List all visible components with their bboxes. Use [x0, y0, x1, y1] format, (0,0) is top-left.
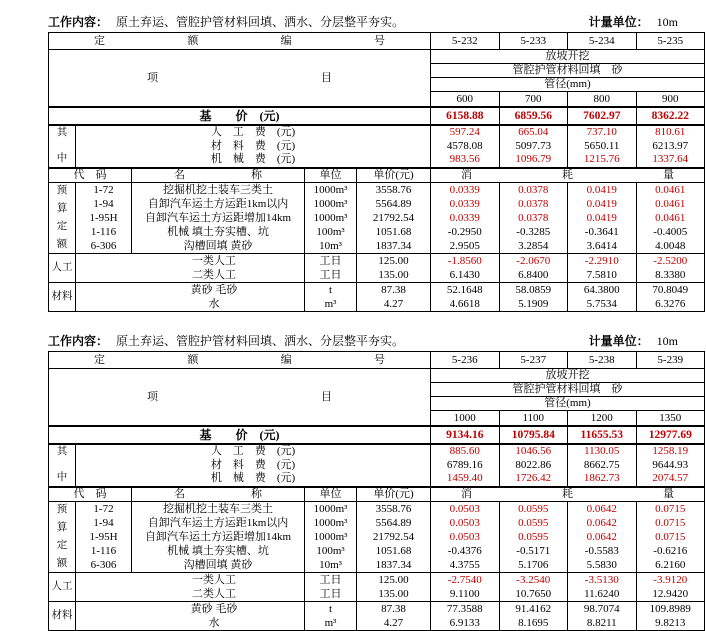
diameter-label-cell: 管径(mm): [431, 78, 705, 92]
detail-price: 21792.54: [372, 211, 415, 224]
detail-names: [132, 182, 305, 253]
detail-value-cell: [431, 572, 500, 601]
quota-code-cell: 5-237: [499, 352, 568, 369]
quota-sheet-2: [48, 331, 704, 631]
detail-value: 77.3588: [446, 602, 483, 615]
detail-units: [305, 182, 357, 253]
detail-unit: 1000m³: [313, 211, 348, 224]
detail-units: [305, 253, 357, 282]
spread-label: 消 耗 量: [461, 487, 674, 500]
detail-value: 6.8400: [518, 268, 549, 281]
detail-value: 0.0503: [449, 502, 480, 515]
detail-name: 黄砂 毛砂: [190, 283, 238, 296]
detail-unit: m³: [324, 297, 337, 310]
detail-prices: [357, 182, 431, 253]
work-content-label: 工作内容：: [48, 334, 109, 348]
detail-value: 0.0595: [518, 530, 549, 543]
detail-price: 4.27: [383, 616, 404, 629]
cost-value: 1337.64: [652, 153, 689, 165]
detail-codes: [76, 182, 132, 253]
detail-price: 4.27: [383, 297, 404, 310]
cost-value: 5097.73: [515, 139, 552, 152]
detail-value-cell: [499, 501, 568, 572]
detail-value: 9.1100: [449, 587, 480, 600]
detail-value: 58.0859: [515, 283, 552, 296]
detail-value: 4.6618: [449, 297, 480, 310]
backfill-cell: 管腔护管材料回填 砂: [431, 64, 705, 78]
diameter-cell: 800: [568, 92, 637, 108]
cost-value-cell: [431, 125, 500, 168]
cost-value: 9644.93: [652, 458, 689, 471]
detail-names: [132, 501, 305, 572]
detail-value: -2.5200: [653, 254, 688, 267]
detail-names: [76, 572, 305, 601]
detail-value: 6.3276: [655, 297, 686, 310]
detail-value: -0.3641: [584, 225, 619, 238]
base-price-value: 12977.69: [636, 426, 705, 444]
detail-prices: [357, 253, 431, 282]
detail-name: 黄砂 毛砂: [190, 602, 238, 615]
measure-unit-value: 10m: [656, 334, 678, 348]
cost-value: 4578.08: [446, 139, 483, 152]
cost-value: 8662.75: [583, 458, 620, 471]
detail-value: -0.6216: [653, 544, 688, 557]
spread-label: 项 目: [147, 390, 332, 403]
detail-value: 52.1648: [446, 283, 483, 296]
spread-label: 名 称: [174, 168, 262, 181]
work-content-line: [48, 332, 404, 349]
cost-labels: [76, 125, 431, 168]
detail-unit: 1000m³: [313, 183, 348, 196]
spread-label: 定 额 编 号: [94, 35, 385, 47]
detail-value: -0.5583: [584, 544, 619, 557]
detail-code: 6-306: [90, 239, 117, 252]
detail-prices: [357, 282, 431, 311]
diameter-cell: 900: [636, 92, 705, 108]
base-price-value: 8362.22: [636, 107, 705, 125]
unit-col-header: 单位: [305, 168, 357, 183]
detail-value: 9.8213: [655, 616, 686, 629]
price-col-header: 单价(元): [357, 168, 431, 183]
cost-value: 1215.76: [583, 153, 620, 165]
cost-value: 983.56: [449, 153, 480, 165]
detail-name: 水: [208, 297, 220, 310]
detail-value: 0.0715: [655, 530, 686, 543]
cost-value: 665.04: [518, 126, 549, 138]
detail-value: -0.4376: [447, 544, 482, 557]
detail-price: 125.00: [378, 254, 409, 267]
detail-name: 自卸汽车运土方运距1km以内: [147, 197, 289, 210]
cost-value: 597.24: [449, 126, 480, 138]
cost-label: 材 料 费 (元): [210, 458, 296, 471]
quota-code-cell: 5-236: [431, 352, 500, 369]
quota-table: [48, 351, 705, 631]
code-col-header: 代 码: [49, 168, 132, 183]
cost-value: 1046.56: [515, 445, 552, 457]
excavation-cell: 放坡开挖: [431, 50, 705, 64]
quota-table-mount-2: [48, 351, 704, 631]
detail-value: 8.3380: [655, 268, 686, 281]
detail-value: -2.0670: [516, 254, 551, 267]
detail-value: 98.7074: [583, 602, 620, 615]
detail-units: [305, 282, 357, 311]
detail-name: 一类人工: [192, 254, 236, 267]
detail-value: 4.3755: [449, 558, 480, 571]
diameter-cell: 1350: [636, 411, 705, 427]
detail-name: 沟槽回填 黄砂: [183, 239, 253, 252]
detail-value-cell: [499, 572, 568, 601]
quota-table-mount-1: [48, 32, 704, 312]
price-col-header: 单价(元): [357, 487, 431, 502]
detail-unit: 工日: [319, 268, 342, 281]
detail-code: 1-116: [90, 225, 117, 238]
spread-label: 名 称: [174, 487, 262, 500]
detail-name: 二类人工: [192, 268, 236, 281]
detail-unit: t: [328, 283, 333, 296]
detail-value: 0.0419: [586, 211, 617, 224]
detail-names: [76, 253, 305, 282]
cost-value: 2074.57: [652, 472, 689, 484]
project-header: [49, 369, 431, 427]
detail-name: 二类人工: [192, 587, 236, 600]
detail-name: 水: [208, 616, 220, 629]
detail-prices: [357, 572, 431, 601]
among-label: 其 中: [49, 125, 76, 168]
cost-value-cell: [636, 125, 705, 168]
detail-name: 机械 填土夯实槽、坑: [167, 225, 269, 238]
detail-value: -3.2540: [516, 573, 551, 586]
cost-value: 8022.86: [515, 458, 552, 471]
detail-value: 109.8989: [649, 602, 691, 615]
cost-value: 1726.42: [515, 472, 552, 484]
base-price-value: 6859.56: [499, 107, 568, 125]
detail-value: 5.1909: [518, 297, 549, 310]
detail-value: 8.1695: [518, 616, 549, 629]
measure-unit-label: 计量单位：: [588, 15, 649, 29]
detail-name: 沟槽回填 黄砂: [183, 558, 253, 571]
detail-value-cell: [636, 182, 705, 253]
diameter-cell: 1000: [431, 411, 500, 427]
detail-value: -3.5130: [584, 573, 619, 586]
detail-unit: 1000m³: [313, 197, 348, 210]
work-content-label: 工作内容：: [48, 15, 109, 29]
work-content-text: 原土弃运、管腔护管材料回填、洒水、分层整平夯实。: [116, 15, 405, 29]
group-label: 材料: [49, 601, 76, 630]
spread-label: 项 目: [147, 71, 332, 84]
detail-name: 挖掘机挖土装车三类土: [163, 502, 273, 515]
group-label: 预 算 定 额: [49, 501, 76, 572]
detail-unit: 1000m³: [313, 530, 348, 543]
detail-value: 0.0503: [449, 530, 480, 543]
detail-value: 6.9133: [449, 616, 480, 629]
detail-value: -0.5171: [516, 544, 551, 557]
project-header: [49, 50, 431, 108]
detail-price: 1051.68: [375, 225, 412, 238]
quota-sheet-1: [48, 12, 704, 312]
detail-code: 1-116: [90, 544, 117, 557]
detail-value-cell: [568, 572, 637, 601]
detail-value: 7.5810: [586, 268, 617, 281]
detail-value-cell: [568, 282, 637, 311]
detail-value: 0.0461: [655, 197, 686, 210]
detail-value: 0.0378: [518, 183, 549, 196]
detail-price: 87.38: [381, 283, 406, 296]
detail-price: 135.00: [378, 587, 409, 600]
diameter-label-cell: 管径(mm): [431, 397, 705, 411]
detail-price: 87.38: [381, 602, 406, 615]
detail-value: 2.9505: [449, 239, 480, 252]
cost-label: 机 械 费 (元): [210, 472, 296, 484]
cost-value: 5650.11: [584, 139, 620, 152]
detail-value: 0.0461: [655, 211, 686, 224]
detail-value: -3.9120: [653, 573, 688, 586]
detail-units: [305, 572, 357, 601]
detail-value: -0.4005: [653, 225, 688, 238]
cost-value-cell: [499, 125, 568, 168]
cost-value: 6213.97: [652, 139, 689, 152]
detail-value: 91.4162: [515, 602, 552, 615]
name-col-header: [132, 487, 305, 502]
detail-name: 自卸汽车运土方运距1km以内: [147, 516, 289, 529]
diameter-cell: 1200: [568, 411, 637, 427]
work-content-line: [48, 13, 404, 30]
detail-name: 机械 填土夯实槽、坑: [167, 544, 269, 557]
cost-value-cell: [568, 125, 637, 168]
cost-value-cell: [568, 444, 637, 487]
detail-price: 5564.89: [375, 516, 412, 529]
measure-unit-line: [589, 13, 704, 30]
detail-value: 3.2854: [518, 239, 549, 252]
detail-prices: [357, 501, 431, 572]
detail-value: 64.3800: [583, 283, 620, 296]
cost-value: 1258.19: [652, 445, 689, 457]
detail-value: -1.8560: [447, 254, 482, 267]
detail-value: 0.0595: [518, 502, 549, 515]
diameter-cell: 600: [431, 92, 500, 108]
cost-labels: [76, 444, 431, 487]
detail-unit: t: [328, 602, 333, 615]
detail-unit: 10m³: [319, 558, 342, 571]
quota-code-cell: 5-232: [431, 33, 500, 50]
detail-unit: 工日: [319, 573, 342, 586]
detail-code: 1-72: [93, 183, 114, 196]
detail-value: 0.0378: [518, 197, 549, 210]
quota-code-cell: 5-234: [568, 33, 637, 50]
detail-units: [305, 501, 357, 572]
detail-value: 0.0642: [586, 502, 617, 515]
cost-value: 737.10: [586, 126, 617, 138]
detail-price: 3558.76: [375, 183, 412, 196]
detail-value-cell: [431, 282, 500, 311]
detail-code: 1-95H: [89, 530, 118, 543]
detail-value-cell: [568, 253, 637, 282]
cost-label: 人 工 费 (元): [210, 445, 296, 457]
detail-unit: m³: [324, 616, 337, 629]
detail-code: 1-94: [93, 516, 114, 529]
detail-value-cell: [636, 282, 705, 311]
backfill-cell: 管腔护管材料回填 砂: [431, 383, 705, 397]
quota-table: [48, 32, 705, 312]
cost-value: 885.60: [449, 445, 480, 457]
detail-value: 12.9420: [652, 587, 689, 600]
detail-price: 3558.76: [375, 502, 412, 515]
base-price-label: 基 价 (元): [49, 426, 431, 444]
detail-value: 10.7650: [515, 587, 552, 600]
detail-value: 0.0595: [518, 516, 549, 529]
quota-number-header: [49, 352, 431, 369]
cost-value-cell: [431, 444, 500, 487]
cost-label: 材 料 费 (元): [210, 139, 296, 152]
group-label: 材料: [49, 282, 76, 311]
detail-value: 3.6414: [586, 239, 617, 252]
unit-col-header: 单位: [305, 487, 357, 502]
cost-value: 1096.79: [515, 153, 552, 165]
detail-value: 0.0461: [655, 183, 686, 196]
detail-code: 6-306: [90, 558, 117, 571]
detail-code: 1-95H: [89, 211, 118, 224]
detail-value: 6.2160: [655, 558, 686, 571]
detail-price: 1837.34: [375, 558, 412, 571]
consumption-header: [431, 168, 705, 183]
group-label: 人工: [49, 253, 76, 282]
detail-value: 0.0378: [518, 211, 549, 224]
detail-value: 0.0339: [449, 211, 480, 224]
cost-value: 1459.40: [446, 472, 483, 484]
code-col-header: 代 码: [49, 487, 132, 502]
detail-value: 0.0339: [449, 183, 480, 196]
detail-value: 5.5830: [586, 558, 617, 571]
detail-value: -0.2950: [447, 225, 482, 238]
detail-value: 0.0419: [586, 197, 617, 210]
base-price-value: 10795.84: [499, 426, 568, 444]
spread-label: 定 额 编 号: [94, 354, 385, 366]
cost-value: 6789.16: [446, 458, 483, 471]
detail-value: 11.6240: [584, 587, 620, 600]
sheet-header: [48, 331, 704, 351]
detail-name: 一类人工: [192, 573, 236, 586]
detail-value-cell: [431, 253, 500, 282]
diameter-cell: 700: [499, 92, 568, 108]
quota-code-cell: 5-235: [636, 33, 705, 50]
cost-value-cell: [499, 444, 568, 487]
detail-value-cell: [431, 501, 500, 572]
detail-unit: 100m³: [316, 225, 345, 238]
group-label: 人工: [49, 572, 76, 601]
detail-value: 6.1430: [449, 268, 480, 281]
sheet-header: [48, 12, 704, 32]
base-price-value: 9134.16: [431, 426, 500, 444]
base-price-value: 11655.53: [568, 426, 637, 444]
detail-unit: 10m³: [319, 239, 342, 252]
detail-value: 4.0048: [655, 239, 686, 252]
measure-unit-value: 10m: [656, 15, 678, 29]
detail-value-cell: [499, 282, 568, 311]
quota-code-cell: 5-239: [636, 352, 705, 369]
detail-value-cell: [636, 501, 705, 572]
detail-price: 135.00: [378, 268, 409, 281]
cost-value-cell: [636, 444, 705, 487]
base-price-value: 6158.88: [431, 107, 500, 125]
detail-value: -2.7540: [447, 573, 482, 586]
name-col-header: [132, 168, 305, 183]
detail-unit: 1000m³: [313, 516, 348, 529]
detail-name: 挖掘机挖土装车三类土: [163, 183, 273, 196]
cost-value: 1862.73: [583, 472, 620, 484]
quota-code-cell: 5-233: [499, 33, 568, 50]
measure-unit-label: 计量单位：: [588, 334, 649, 348]
detail-value-cell: [499, 253, 568, 282]
detail-name: 自卸汽车运土方运距增加14km: [144, 211, 292, 224]
detail-value-cell: [499, 182, 568, 253]
detail-value-cell: [636, 572, 705, 601]
detail-value: 0.0642: [586, 516, 617, 529]
detail-value: 5.1706: [518, 558, 549, 571]
detail-code: 1-72: [93, 502, 114, 515]
diameter-cell: 1100: [499, 411, 568, 427]
detail-value: -0.3285: [516, 225, 551, 238]
detail-value-cell: [636, 253, 705, 282]
detail-price: 5564.89: [375, 197, 412, 210]
detail-codes: [76, 501, 132, 572]
excavation-cell: 放坡开挖: [431, 369, 705, 383]
base-price-value: 7602.97: [568, 107, 637, 125]
detail-value-cell: [568, 501, 637, 572]
detail-price: 21792.54: [372, 530, 415, 543]
detail-code: 1-94: [93, 197, 114, 210]
detail-value: 0.0642: [586, 530, 617, 543]
group-label: 预 算 定 额: [49, 182, 76, 253]
detail-price: 125.00: [378, 573, 409, 586]
detail-value-cell: [431, 182, 500, 253]
detail-value: 70.8049: [652, 283, 689, 296]
detail-value: 5.7534: [586, 297, 617, 310]
cost-value: 1130.05: [584, 445, 620, 457]
detail-unit: 工日: [319, 587, 342, 600]
spread-label: 消 耗 量: [461, 168, 674, 181]
detail-unit: 1000m³: [313, 502, 348, 515]
consumption-header: [431, 487, 705, 502]
detail-unit: 工日: [319, 254, 342, 267]
detail-value: 8.8211: [586, 616, 617, 629]
detail-names: [76, 282, 305, 311]
cost-label: 人 工 费 (元): [210, 126, 296, 138]
base-price-label: 基 价 (元): [49, 107, 431, 125]
detail-value: 0.0715: [655, 516, 686, 529]
detail-value: 0.0339: [449, 197, 480, 210]
cost-value: 810.61: [655, 126, 686, 138]
detail-price: 1051.68: [375, 544, 412, 557]
quota-code-cell: 5-238: [568, 352, 637, 369]
measure-unit-line: [589, 332, 704, 349]
cost-label: 机 械 费 (元): [210, 153, 296, 165]
detail-value-cell: [568, 182, 637, 253]
detail-value: 0.0715: [655, 502, 686, 515]
detail-value: 0.0503: [449, 516, 480, 529]
detail-price: 1837.34: [375, 239, 412, 252]
quota-number-header: [49, 33, 431, 50]
among-label: 其 中: [49, 444, 76, 487]
work-content-text: 原土弃运、管腔护管材料回填、洒水、分层整平夯实。: [116, 334, 405, 348]
detail-value: 0.0419: [586, 183, 617, 196]
detail-name: 自卸汽车运土方运距增加14km: [144, 530, 292, 543]
detail-value: -2.2910: [584, 254, 619, 267]
detail-unit: 100m³: [316, 544, 345, 557]
